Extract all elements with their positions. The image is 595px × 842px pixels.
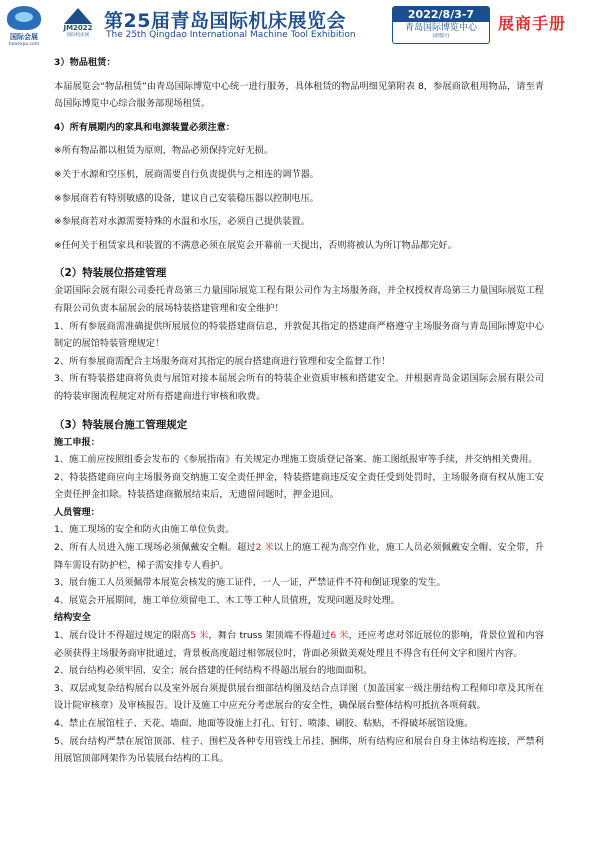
personnel-item: 4、展览会开展期间，施工单位须留电工、木工等工种人员值班，发现问题及时处理。 bbox=[54, 594, 400, 606]
personnel-text: 2、所有人员进入施工现场必须佩戴安全帽。超过 bbox=[54, 542, 256, 554]
application-item: 2、特装搭建商应向主场服务商交纳施工安全责任押金，特装搭建商违反安全责任受到处罚时，主场服务商有权从施工安全责任押金扣除。特装搭建商撤展结束后，无遗留问题时，押金退回。 bbox=[54, 471, 544, 501]
personnel-item bbox=[54, 539, 544, 574]
height-limit-highlight: 2 米 bbox=[255, 542, 274, 554]
furniture-note: ※参展商若有特别敏感的设备，建议自己安装稳压器以控制电压。 bbox=[54, 192, 319, 204]
special-booth-intro: 金诺国际会展有限公司委托青岛第三力量国际展览工程有限公司作为主场服务商，并全权授权青岛第三力量国际展览工程有限公司负责本届展会的展场特装搭建管理和安全维护！ bbox=[54, 285, 544, 314]
furniture-note: ※所有物品都以租赁为原则，物品必须保持完好无损。 bbox=[54, 145, 274, 157]
jet-icon bbox=[64, 8, 92, 24]
exhibition-venue-sub: (即墨区) bbox=[432, 34, 450, 39]
furniture-note: ※任何关于租赁家具和装置的不满意必须在展览会开幕前一天提出，否则将被认为所订物品都完好。 bbox=[54, 239, 457, 251]
section-heading-special-booth: （2）特装展位搭建管理 bbox=[54, 267, 167, 280]
personnel-text: 以上的施工视为高空作业，施工人员必须佩戴安全帽、安全带，升降车需设有防护栏，梯子需安排专人看护。 bbox=[54, 542, 544, 571]
expo-logo-icon bbox=[7, 6, 41, 30]
section-heading-construction: （3）特装展台施工管理规定 bbox=[54, 418, 188, 431]
structure-item: 2、展台结构必须牢固、安全；展台搭建的任何结构不得超出展台的地面面积。 bbox=[54, 665, 373, 677]
furniture-note: ※参展商若对水源需要特殊的水温和水压，必须自己提供装置。 bbox=[54, 216, 310, 228]
page-header bbox=[0, 0, 595, 50]
structure-item: 3、双层或复杂结构展台以及室外展台须提供展台细部结构图及结合点详图（加盖国家一级注册结构工程师印章及其所在设计院审核章）及审核报告。设计及施工中应充分考虑展台的安全性，确保展台整体结构可抵抗各项荷载。 bbox=[54, 682, 544, 712]
application-item: 1、施工前应按照组委会发布的《参展指南》有关规定办理施工资质登记备案、施工图纸报审等手续，并交纳相关费用。 bbox=[54, 454, 538, 466]
rental-paragraph: 本届展览会“物品租赁”由青岛国际博览中心统一进行服务，具体租赁的物品明细见第附表 8，参展商欲租用物品，请至青岛国际博览中心综合服务部现场租赁。 bbox=[54, 80, 544, 110]
subheading-structure: 结构安全 bbox=[54, 612, 91, 624]
special-booth-item: 1、所有参展商需准确提供所展展位的特装搭建商信息，并敦促其指定的搭建商严格遵守主场服务商与青岛国际博览中心制定的展馆特装管理规定！ bbox=[54, 320, 544, 350]
jm-logo-sub: 国际机床展 bbox=[66, 33, 90, 38]
subheading-personnel: 人员管理： bbox=[54, 506, 100, 518]
height-limit-highlight: 5 米 bbox=[190, 630, 209, 642]
structure-text: 1、展台设计不得超过规定的限高 bbox=[54, 630, 191, 642]
jm-logo-text: JM2022 bbox=[63, 24, 93, 32]
structure-item: 5、展台结构严禁在展馆顶部、柱子、围栏及各种专用管线上吊挂、捆绑，所有结构应和展台自身主体结构连接，严禁利用展馆顶部网架作为吊装展台结构的工具。 bbox=[54, 735, 544, 765]
expo-logo bbox=[4, 6, 44, 46]
exhibition-date: 2022/8/3-7 bbox=[393, 7, 489, 22]
special-booth-item: 3、所有特装搭建商将负责与展馆对接本届展会所有的特装企业资质审核和搭建安全。并根据青岛金诺国际会展有限公司的特装审图流程规定对所有搭建商进行审核和收费。 bbox=[54, 373, 544, 402]
structure-item bbox=[54, 627, 544, 662]
date-venue-box bbox=[392, 6, 490, 44]
height-limit-highlight: 6 米 bbox=[330, 630, 349, 642]
logo-site: hooexpo.com bbox=[8, 42, 40, 47]
structure-text: ，舞台 truss 架顶端不得超过 bbox=[208, 630, 331, 642]
handbook-label: 展商手册 bbox=[498, 14, 567, 33]
exhibition-title-en: The 25th Qingdao International Machine Tool Exhibition bbox=[106, 30, 356, 40]
section-heading-furniture: 4）所有展期内的家具和电源装置必须注意： bbox=[54, 121, 235, 133]
jm-logo bbox=[58, 6, 98, 46]
personnel-item: 1、施工现场的安全和防火由施工单位负责。 bbox=[54, 524, 235, 536]
structure-text: ，还应考虑对邻近展位的影响，背景位置和内容必须获得主场服务商审批通过，背景板高度超过相邻展位时，背面必须做美观处理且不得含有任何文字和图片内容。 bbox=[54, 630, 544, 659]
exhibition-title-cn: 第25届青岛国际机床展览会 bbox=[104, 10, 346, 32]
logo-brand: 国际会展 bbox=[10, 33, 38, 41]
section-heading-rental: 3）物品租赁： bbox=[54, 57, 116, 68]
special-booth-item: 2、所有参展商需配合主场服务商对其指定的展台搭建商进行管理和安全监督工作！ bbox=[54, 355, 391, 367]
exhibition-venue: 青岛国际博览中心 bbox=[404, 23, 477, 33]
furniture-note: ※关于水源和空压机，展商需要自行负责提供与之相连的调节器。 bbox=[54, 168, 319, 180]
personnel-item: 3、展台施工人员须佩带本展览会核发的施工证件，一人一证，严禁证件不符和倒证现象的发生。 bbox=[54, 577, 446, 589]
structure-item: 4、禁止在展馆柱子、天花、墙面、地面等设施上打孔、钉钉、喷漆、刷胶、粘贴，不得破坏展馆设施。 bbox=[54, 718, 474, 729]
document-body bbox=[54, 54, 544, 768]
subheading-application: 施工申报： bbox=[54, 436, 100, 448]
